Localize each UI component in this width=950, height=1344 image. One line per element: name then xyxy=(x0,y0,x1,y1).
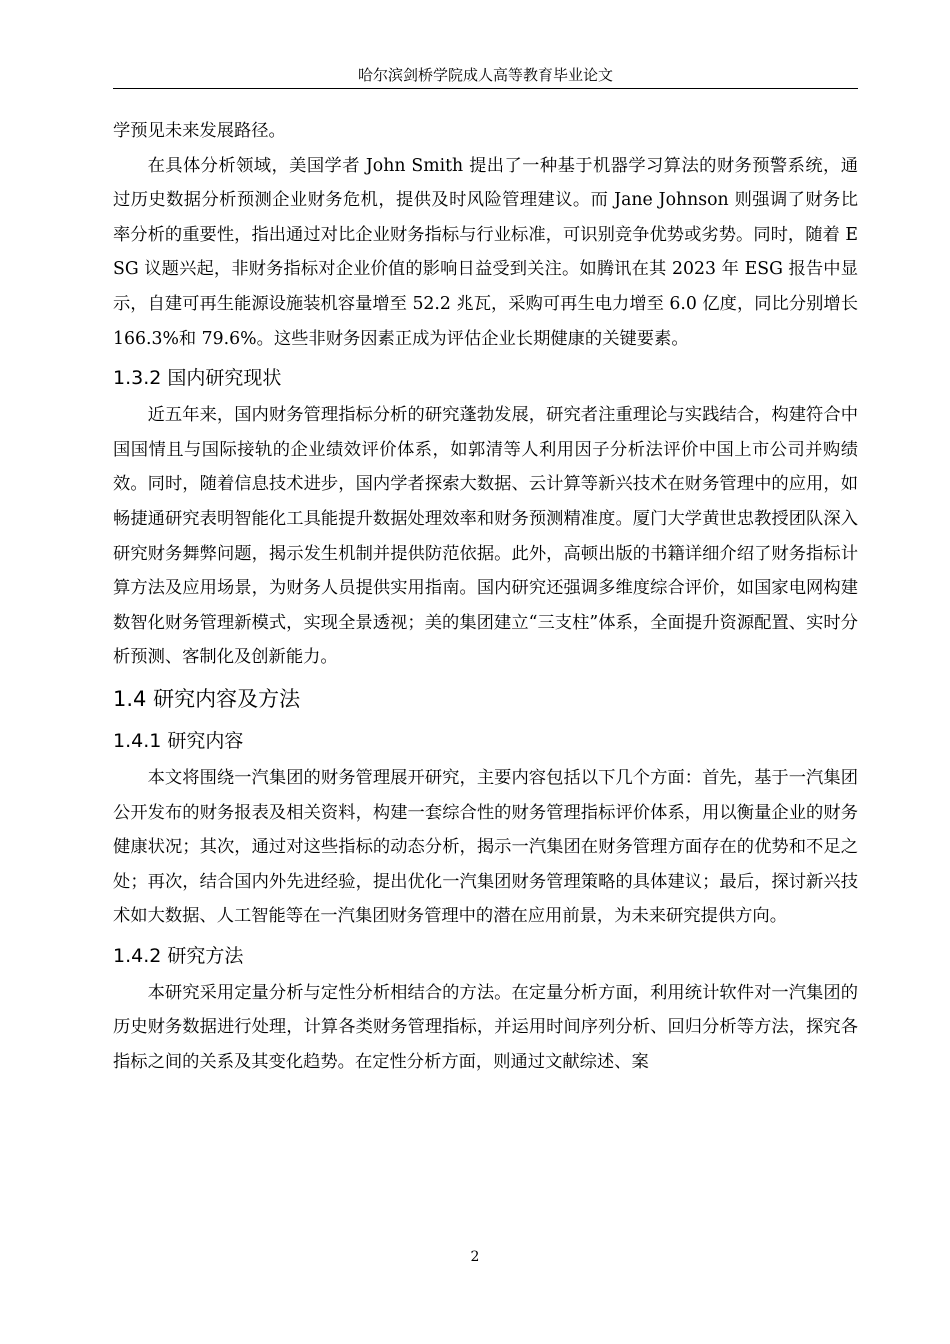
running-header: 哈尔滨剑桥学院成人高等教育毕业论文 xyxy=(113,64,858,89)
section-heading-1-4-2: 1.4.2 研究方法 xyxy=(113,944,244,967)
section-heading-1-4-1: 1.4.1 研究内容 xyxy=(113,729,244,752)
paragraph-research-content: 本文将围绕一汽集团的财务管理展开研究，主要内容包括以下几个方面：首先，基于一汽集团公开发布的财务报表及相关资料，构建一套综合性的财务管理指标评价体系，用以衡量企业的财务健康状况；其次，通过对这些指标的动态分析，揭示一汽集团在财务管理方面存在的优势和不足之处；再次，结合国内外先进经验，提出优化一汽集团财务管理策略的具体建议；最后，探讨新兴技术如大数据、人工智能等在一汽集团财务管理中的潜在应用前景，为未来研究提供方向。 xyxy=(113,767,858,927)
page-number: 2 xyxy=(470,1249,480,1265)
paragraph-continuation: 学预见未来发展路径。 xyxy=(113,121,286,141)
page-content xyxy=(113,114,858,1080)
section-heading-1-4: 1.4 研究内容及方法 xyxy=(113,686,301,711)
section-heading-1-3-2: 1.3.2 国内研究现状 xyxy=(113,367,282,390)
paragraph-foreign-research: 在具体分析领域，美国学者 John Smith 提出了一种基于机器学习算法的财务预警系统，通过历史数据分析预测企业财务危机，提供及时风险管理建议。而 Jane Johnson 则强调了财务比率分析的重要性，指出通过对比企业财务指标与行业标准，可识别竞争优势或劣势。同时，随着 ESG 议题兴起，非财务指标对企业价值的影响日益受到关注。如腾讯在其 2023 年 ESG 报告中显示，自建可再生能源设施装机容量增至 52.2 兆瓦，采购可再生电力增至 6.0 亿度，同比分别增长 166.3%和 79.6%。这些非财务因素正成为评估企业长期健康的关键要素。 xyxy=(113,155,858,349)
paragraph-research-methods: 本研究采用定量分析与定性分析相结合的方法。在定量分析方面，利用统计软件对一汽集团的历史财务数据进行处理，计算各类财务管理指标，并运用时间序列分析、回归分析等方法，探究各指标之间的关系及其变化趋势。在定性分析方面，则通过文献综述、案 xyxy=(113,982,858,1073)
paragraph-domestic-research: 近五年来，国内财务管理指标分析的研究蓬勃发展，研究者注重理论与实践结合，构建符合中国国情且与国际接轨的企业绩效评价体系，如郭清等人利用因子分析法评价中国上市公司并购绩效。同时，随着信息技术进步，国内学者探索大数据、云计算等新兴技术在财务管理中的应用，如畅捷通研究表明智能化工具能提升数据处理效率和财务预测精准度。厦门大学黄世忠教授团队深入研究财务舞弊问题，揭示发生机制并提供防范依据。此外，高顿出版的书籍详细介绍了财务指标计算方法及应用场景，为财务人员提供实用指南。国内研究还强调多维度综合评价，如国家电网构建数智化财务管理新模式，实现全景透视；美的集团建立“三支柱”体系，全面提升资源配置、实时分析预测、客制化及创新能力。 xyxy=(113,405,858,668)
